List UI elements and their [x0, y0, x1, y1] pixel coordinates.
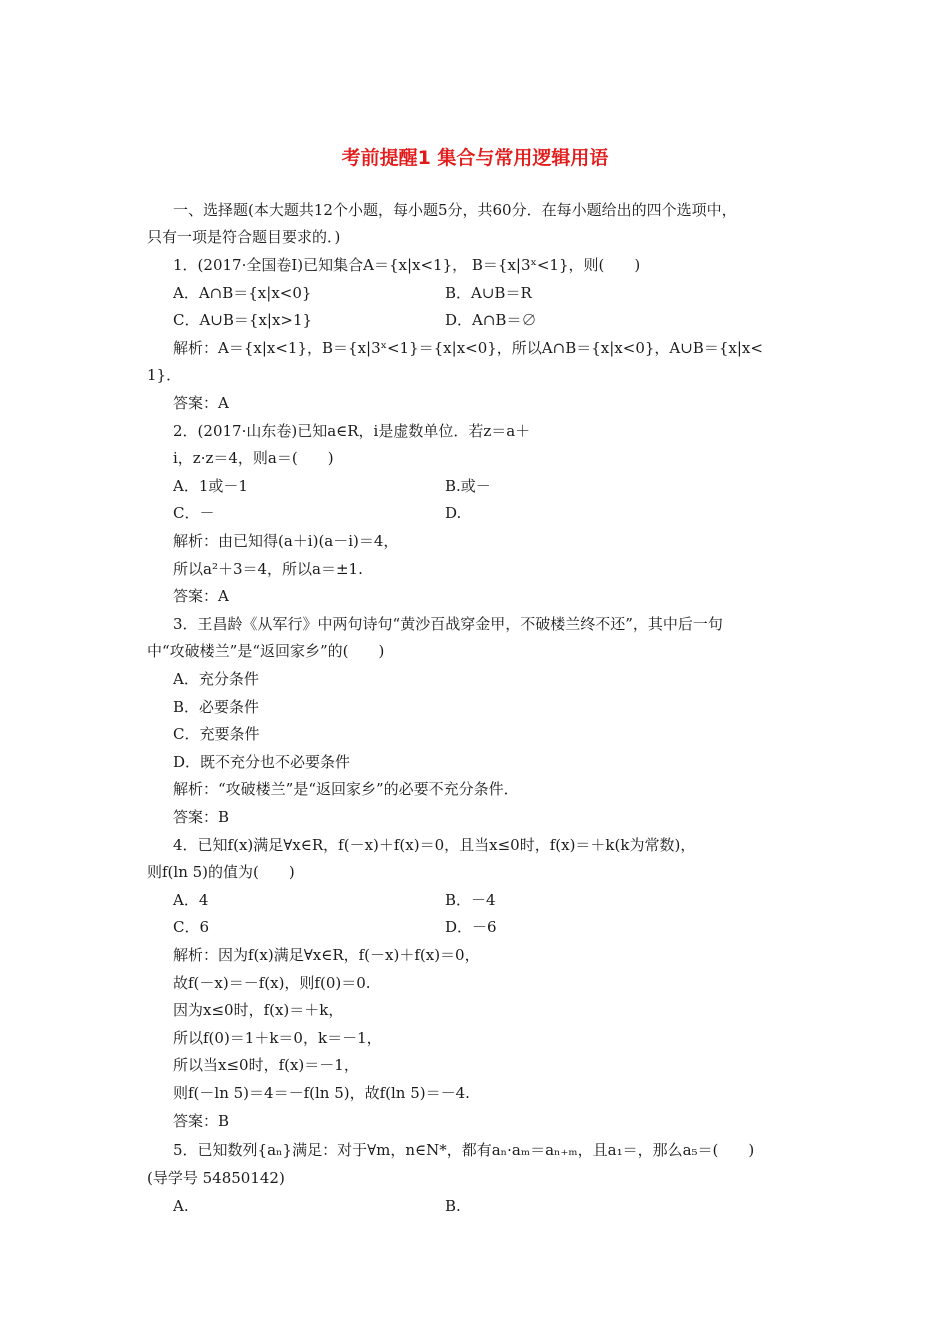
q3-stem-line-1: 3．王昌龄《从军行》中两句诗句“黄沙百战穿金甲，不破楼兰终不还”，其中后一句 — [173, 615, 723, 633]
q4-solution-line-6: 则f(－ln 5)＝4＝－f(ln 5)，故f(ln 5)＝－4. — [173, 1084, 470, 1102]
q1-option-b: B．A∪B＝R — [445, 284, 532, 302]
q5-guide-number: (导学号 54850142) — [147, 1169, 285, 1187]
q5-option-b: B. — [445, 1197, 461, 1215]
q3-stem-line-2: 中“攻破楼兰”是“返回家乡”的( ) — [147, 642, 385, 660]
q1-answer: 答案：A — [173, 394, 229, 412]
q1-stem: 1．(2017·全国卷Ⅰ)已知集合A＝{x|x<1}， B＝{x|3ˣ<1}，则( ) — [173, 256, 641, 274]
q2-stem-line-1: 2．(2017·山东卷)已知a∈R，i是虚数单位．若z＝a＋ — [173, 422, 531, 440]
q4-stem-line-1: 4．已知f(x)满足∀x∈R，f(－x)＋f(x)＝0，且当x≤0时，f(x)＝＋k(k为常数)， — [173, 836, 696, 854]
intro-line-2: 只有一项是符合题目要求的．) — [147, 228, 341, 246]
q4-solution-line-4: 所以f(0)＝1＋k＝0，k＝－1， — [173, 1029, 382, 1047]
q4-option-b: B．－4 — [445, 891, 496, 909]
q2-solution-line-2: 所以a²＋3＝4，所以a＝±1. — [173, 560, 363, 578]
q4-option-a: A．4 — [173, 891, 209, 909]
q2-option-b: B.或－ — [445, 477, 491, 495]
q2-solution-line-1: 解析：由已知得(a＋i)(a－i)＝4， — [173, 532, 399, 550]
q4-option-d: D．－6 — [445, 918, 497, 936]
q4-solution-line-5: 所以当x≤0时，f(x)＝－1， — [173, 1056, 359, 1074]
q4-solution-line-3: 因为x≤0时，f(x)＝＋k， — [173, 1001, 344, 1019]
intro-line-1: 一、选择题(本大题共12个小题，每小题5分，共60分．在每小题给出的四个选项中， — [173, 201, 737, 219]
q3-solution: 解析：“攻破楼兰”是“返回家乡”的必要不充分条件． — [173, 780, 519, 798]
q4-answer: 答案：B — [173, 1112, 230, 1130]
q4-stem-line-2: 则f(ln 5)的值为( ) — [147, 863, 295, 881]
q5-option-a: A. — [173, 1197, 189, 1215]
q2-answer: 答案：A — [173, 587, 229, 605]
q1-option-c: C．A∪B＝{x|x>1} — [173, 311, 313, 329]
q2-stem-line-2: i，z·z＝4，则a＝( ) — [173, 449, 334, 467]
q1-solution-line-2: 1}． — [147, 366, 182, 384]
q1-option-d: D．A∩B＝∅ — [445, 311, 537, 329]
q3-answer: 答案：B — [173, 808, 230, 826]
page-title: 考前提醒1 集合与常用逻辑用语 — [341, 147, 609, 169]
q2-option-c: C．－ — [173, 504, 215, 522]
q2-option-d: D. — [445, 504, 462, 522]
q3-option-b: B．必要条件 — [173, 698, 260, 716]
q1-option-a: A．A∩B＝{x|x<0} — [173, 284, 312, 302]
q5-stem-line-1: 5．已知数列{aₙ}满足：对于∀m，n∈N*，都有aₙ·aₘ＝aₙ₊ₘ，且a₁＝，那么a₅＝( ) — [173, 1141, 755, 1159]
q1-solution-line-1: 解析：A＝{x|x<1}，B＝{x|3ˣ<1}＝{x|x<0}，所以A∩B＝{x|x<0}，A∪B＝{x|x< — [173, 339, 763, 357]
q4-option-c: C．6 — [173, 918, 210, 936]
q3-option-d: D．既不充分也不必要条件 — [173, 753, 351, 771]
q3-option-c: C．充要条件 — [173, 725, 260, 743]
q2-option-a: A．1或－1 — [173, 477, 248, 495]
q3-option-a: A．充分条件 — [173, 670, 259, 688]
q4-solution-line-2: 故f(－x)＝－f(x)，则f(0)＝0. — [173, 974, 371, 992]
q4-solution-line-1: 解析：因为f(x)满足∀x∈R，f(－x)＋f(x)＝0， — [173, 946, 480, 964]
